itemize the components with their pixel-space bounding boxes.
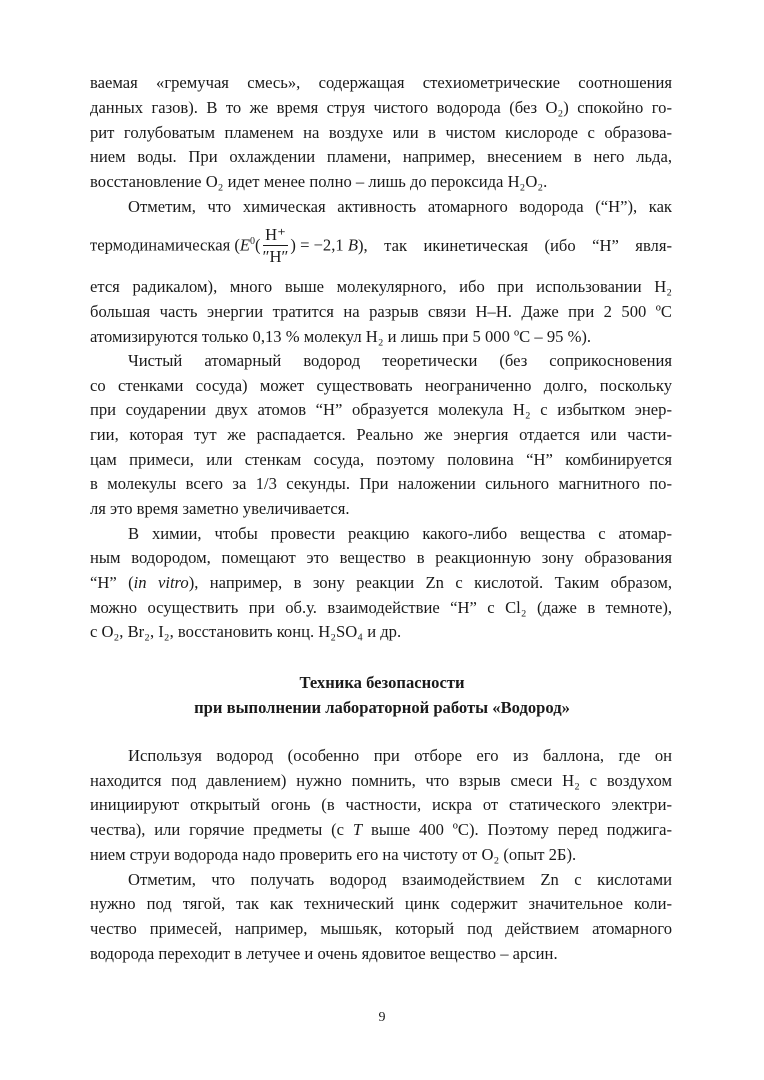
text-line (90, 843, 672, 867)
text-segment: гии, которая тут же распадается. Реально же энергия отдается или части- (90, 425, 672, 444)
text-line (90, 596, 672, 620)
italic-text: T (352, 820, 363, 839)
text-line (90, 121, 672, 145)
text-segment: Отметим, что химическая активность атомарного водорода (“Н”), как (128, 197, 672, 216)
text-line (90, 423, 672, 447)
superscript: 0 (250, 235, 256, 247)
section-heading-line-2: при выполнении лабораторной работы «Водород» (194, 698, 570, 717)
text-segment: ля это время заметно увеличивается. (90, 499, 350, 518)
text-line (90, 793, 672, 817)
fraction-denominator: ″H″ (262, 246, 289, 266)
text-segment: ), например, в зону реакции Zn с кислотой. Таким образом, (188, 573, 673, 592)
formula-value: ) = −2,1 (290, 234, 348, 254)
text-segment: ным водородом, помещают это вещество в реакционную зону образования (90, 548, 672, 567)
text-line (90, 818, 672, 842)
text-segment: водорода переходит в летучее и очень ядовитое вещество – арсин. (90, 944, 558, 963)
text-line (90, 472, 672, 496)
text-segment: восстановление O₂ идет менее полно – лишь до пероксида H₂O₂. (90, 172, 548, 191)
formula-unit: В (347, 234, 358, 254)
page-number: 9 (378, 1010, 386, 1025)
text-segment: рит голубоватым пламенем на воздухе или в чистом кислороде с образова- (90, 123, 672, 142)
text-line (90, 917, 672, 941)
text-segment: Отметим, что получать водород взаимодействием Zn с кислотами (128, 870, 672, 889)
text-segment: инициируют открытый огонь (в частности, искра от статического электри- (90, 795, 672, 814)
text-segment: В химии, чтобы провести реакцию какого-либо вещества с атомар- (128, 524, 672, 543)
text-line (90, 620, 672, 644)
text-line (90, 769, 672, 793)
text-line (90, 448, 672, 472)
text-line (128, 744, 672, 768)
text-segment: Используя водород (особенно при отборе его из баллона, где он (128, 746, 672, 765)
text-line (90, 275, 672, 299)
text-segment: с O₂, Br₂, I₂, восстановить конц. H₂SO₄ и др. (90, 622, 402, 641)
text-line (90, 170, 672, 194)
text-segment: в молекулы всего за 1/3 секунды. При наложении сильного магнитного по- (90, 474, 672, 493)
text-line (90, 71, 672, 95)
text-line (90, 300, 672, 324)
text-segment: выше 400 ºС). Поэтому перед поджига- (362, 820, 672, 839)
text-segment: Чистый атомарный водород теоретически (без соприкосновения (128, 351, 672, 370)
text-segment: чество примесей, например, мышьяк, который под действием атомарного (90, 919, 672, 938)
text-line (90, 497, 672, 521)
fraction-numerator: H⁺ (265, 224, 286, 244)
text-segment: атомизируются только 0,13 % молекул H₂ и лишь при 5 000 ºС – 95 %). (90, 327, 592, 346)
text-line (90, 145, 672, 169)
section-heading-line-1: Техника безопасности (299, 673, 465, 692)
text-segment: большая часть энергии тратится на разрыв связи Н–Н. Даже при 2 500 ºС (90, 302, 672, 321)
text-segment: нием воды. При охлаждении пламени, например, внесением в него льда, (90, 147, 672, 166)
text-segment: ется радикалом), много выше молекулярного, ибо при использовании H₂ (90, 277, 672, 296)
text-line (128, 349, 672, 373)
italic-text: in vitro (133, 573, 189, 592)
text-line (90, 96, 672, 120)
formula-text-before (90, 225, 358, 268)
fraction (263, 225, 289, 268)
text-line (90, 892, 672, 916)
formula-text-after: ), так икинетическая (ибо “Н” явля- (357, 236, 672, 255)
text-line (90, 546, 672, 570)
text-line (90, 325, 672, 349)
paren: ( (255, 234, 261, 254)
text-line (128, 522, 672, 546)
text-segment: при соударении двух атомов “Н” образуется молекула H₂ с избытком энер- (90, 400, 672, 419)
text-segment: цам примеси, или стенкам сосуда, поэтому половина “Н” комбинируется (90, 450, 672, 469)
potential-symbol: E (239, 234, 251, 254)
formula-line (90, 222, 672, 270)
text-line (90, 398, 672, 422)
text-line (90, 571, 672, 595)
text: термодинамическая ( (90, 234, 240, 254)
text-segment: находится под давлением) нужно помнить, что взрыв смеси H₂ с воздухом (90, 771, 672, 790)
text-line (128, 195, 672, 219)
text-segment: “Н” ( (90, 573, 134, 592)
text-segment: нием струи водорода надо проверить его на чистоту от O₂ (опыт 2Б). (90, 845, 577, 864)
text-segment: данных газов). В то же время струя чистого водорода (без O₂) спокойно го- (90, 98, 672, 117)
text-line (90, 374, 672, 398)
text-segment: ваемая «гремучая смесь», содержащая стехиометрические соотношения (90, 73, 672, 92)
text-segment: можно осуществить при об.у. взаимодействие “Н” с Cl₂ (даже в темноте), (90, 598, 672, 617)
text-segment: со стенками сосуда) может существовать неограниченно долго, поскольку (90, 376, 672, 395)
text-segment: чества), или горячие предметы (с (90, 820, 353, 839)
text-segment: нужно под тягой, так как технический цинк содержит значительное коли- (90, 894, 672, 913)
text-line (90, 942, 672, 966)
text-line (128, 868, 672, 892)
